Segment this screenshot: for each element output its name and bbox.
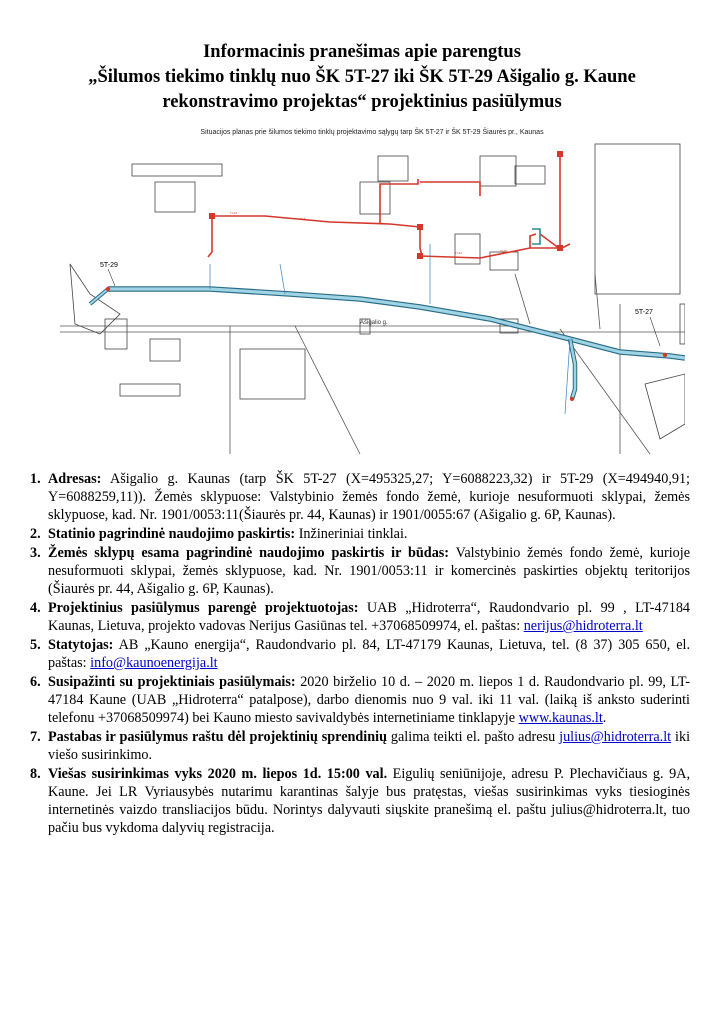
svg-text:TI-25: TI-25 xyxy=(500,249,508,253)
item-text: Valstybinio žemės fondo žemė, kurioje nesuformuoti sklypai, žemės sklypuose, kad. Nr. 1901/0053:11 ir komercinės paskirties objektų teritorijos (Šiaurės pr. 44, Ašigalio g. 6P, Kaunas). xyxy=(48,545,690,597)
item-number: 8. xyxy=(30,766,41,782)
item-text: Eigulių seniūnijoje, adresu P. Plechavičiaus g. 9A, Kaune. Jei LR Vyriausybės nutarimu karantinas šalyje bus pratęstas, viešas susirinkimas vyks tiesioginės internetinės vaizdo transliacijos būdu. Norintys dalyvauti siųskite pranešimą el. paštu julius@hidroterra.lt, tuo pačiu bus vykdoma dalyvių registracija. xyxy=(48,766,690,836)
item-number: 7. xyxy=(30,729,41,745)
list-item xyxy=(30,525,690,543)
item-text: UAB „Hidroterra“, Raudondvario pl. 99 , LT-47184 Kaunas, Lietuva, projekto vadovas Nerijus Gasiūnas tel. +37068509974, el. paštas: xyxy=(48,600,691,634)
list-item xyxy=(30,636,690,672)
item-text-after: iki viešo susirinkimo. xyxy=(48,729,691,763)
item-label: Adresas: xyxy=(48,471,102,487)
item-text: galima teikti el. pašto adresu xyxy=(386,729,560,745)
document-title xyxy=(0,40,724,115)
item-label: Pastabas ir pasiūlymus raštu dėl projektinių sprendinių xyxy=(48,729,387,745)
title-line-1: Informacinis pranešimas apie parengtus xyxy=(203,42,521,62)
item-text: Ašigalio g. Kaunas (tarp ŠK 5T-27 (X=495325,27; Y=6088223,32) ir 5T-29 (X=494940,91; Y=6088259,11)). Žemės sklypuose: Valstybinio žemės fondo žemė, kurioje nesuformuoti sklypai, žemės sklypuose, kad. Nr. 1901/0053:11(Šiaurės pr. 44, Kaunas) ir 1901/0055:67 (Ašigalio g. 6P, Kaunas). xyxy=(48,471,690,523)
email-link-nerijus[interactable]: nerijus@hidroterra.lt xyxy=(523,618,643,634)
list-item xyxy=(30,599,690,635)
info-list xyxy=(30,470,690,838)
map-red-nodes xyxy=(209,151,563,259)
map-chamber-5t29-label: 5T-29 xyxy=(100,262,118,269)
list-item xyxy=(30,728,690,764)
list-item xyxy=(30,470,690,524)
map-teal-branch xyxy=(532,229,540,244)
email-link-julius[interactable]: julius@hidroterra.lt xyxy=(559,729,672,745)
list-item xyxy=(30,673,690,727)
item-text-after: . xyxy=(602,710,607,726)
item-number: 4. xyxy=(30,600,41,616)
website-link[interactable]: www.kaunas.lt xyxy=(518,710,603,726)
svg-text:TI-5: TI-5 xyxy=(300,217,306,221)
list-item xyxy=(30,765,690,837)
map-drawing xyxy=(60,124,685,458)
item-text: Inžineriniai tinklai. xyxy=(295,526,408,542)
item-text: 2020 birželio 10 d. – 2020 m. liepos 1 d. Raudondvario pl. 99, LT-47184 Kaune (UAB „Hidroterra“ patalpose), darbo dienomis nuo 9 val. iki 11 val. (laiką iš anksto suderinti telefonu +37068509974) bei Kauno miesto savivaldybės internetiniame tinklapyje xyxy=(48,674,690,726)
item-label: Susipažinti su projektiniais pasiūlymais: xyxy=(48,674,296,690)
item-label: Statytojas: xyxy=(48,637,114,653)
map-thin-pipes xyxy=(210,244,570,414)
map-chamber-5t27-label: 5T-27 xyxy=(635,309,653,316)
item-number: 5. xyxy=(30,637,41,653)
email-link-info[interactable]: info@kaunoenergija.lt xyxy=(90,655,218,671)
item-number: 1. xyxy=(30,471,41,487)
item-number: 2. xyxy=(30,526,41,542)
item-label: Statinio pagrindinė naudojimo paskirtis: xyxy=(48,526,296,542)
svg-text:TI-22: TI-22 xyxy=(230,211,238,215)
list-item xyxy=(30,544,690,598)
map-street-label: Ašigalio g. xyxy=(360,320,388,326)
situation-plan-map xyxy=(60,124,685,458)
map-caption: Situacijos planas prie šilumos tiekimo tinklų projektavimo sąlygų tarp ŠK 5T-27 ir ŠK 5T-29 Šiaurės pr., Kaunas xyxy=(200,129,544,136)
item-number: 6. xyxy=(30,674,41,690)
item-label: Žemės sklypų esama pagrindinė naudojimo paskirtis ir būdas: xyxy=(48,545,450,561)
item-text: AB „Kauno energija“, Raudondvario pl. 84, LT-47179 Kaunas, Lietuva, tel. (8 37) 305 650, el. paštas: xyxy=(48,637,690,671)
map-pipe-labels xyxy=(230,211,507,255)
title-line-3: rekonstravimo projektas“ projektinius pasiūlymus xyxy=(162,92,562,112)
item-number: 3. xyxy=(30,545,41,561)
svg-text:TI-24: TI-24 xyxy=(455,251,463,255)
map-main-pipe xyxy=(90,289,685,399)
item-label: Projektinius pasiūlymus parengė projektuotojas: xyxy=(48,600,359,616)
item-label: Viešas susirinkimas vyks 2020 m. liepos 1d. 15:00 val. xyxy=(48,766,388,782)
title-line-2: „Šilumos tiekimo tinklų nuo ŠK 5T-27 iki ŠK 5T-29 Ašigalio g. Kaune xyxy=(88,67,636,87)
